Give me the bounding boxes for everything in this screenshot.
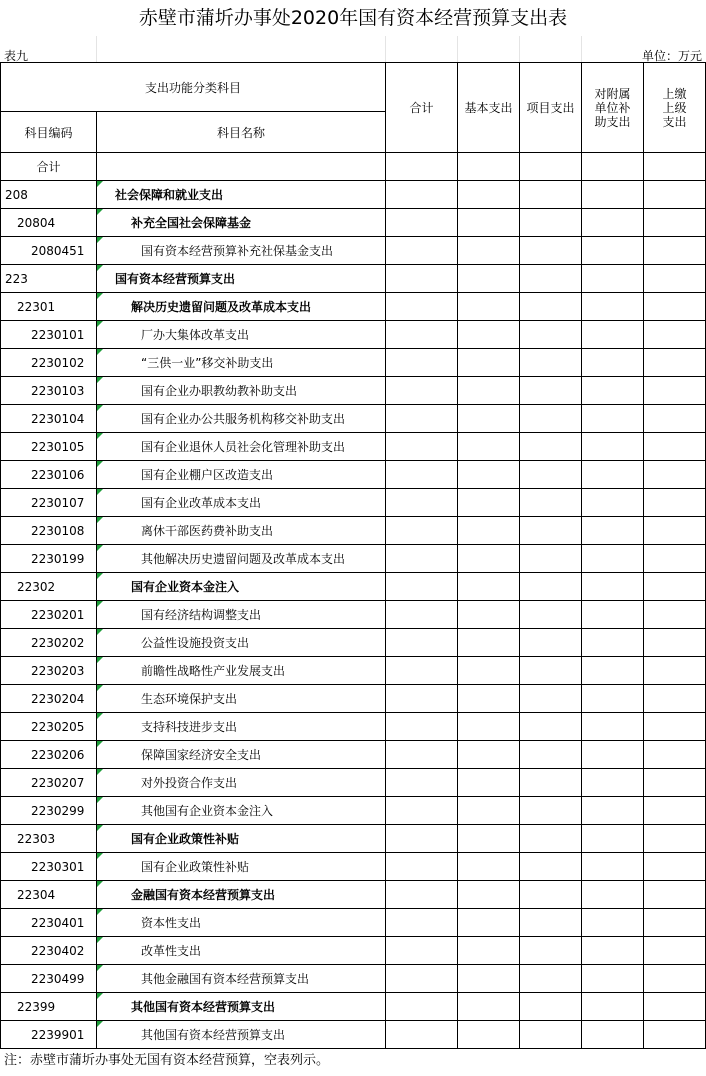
empty-cell <box>386 629 458 657</box>
empty-cell <box>582 965 644 993</box>
header-subsidy: 对附属单位补助支出 <box>582 63 644 153</box>
empty-cell <box>520 881 582 909</box>
empty-cell <box>644 377 706 405</box>
footnote: 注：赤壁市蒲圻办事处无国有资本经营预算，空表列示。 <box>4 1053 330 1068</box>
empty-cell <box>458 461 520 489</box>
subject-name: 补充全国社会保障基金 <box>97 209 386 237</box>
subject-code: 22301 <box>1 293 97 321</box>
table-row <box>1 853 706 881</box>
empty-cell <box>458 293 520 321</box>
table-row <box>1 461 706 489</box>
empty-cell <box>386 881 458 909</box>
table-row <box>1 265 706 293</box>
subject-code: 2230207 <box>1 769 97 797</box>
empty-cell <box>520 573 582 601</box>
empty-cell <box>644 601 706 629</box>
empty-cell <box>520 545 582 573</box>
empty-cell <box>644 853 706 881</box>
empty-cell <box>386 937 458 965</box>
subject-name: 厂办大集体改革支出 <box>97 321 386 349</box>
table-row <box>1 909 706 937</box>
empty-cell <box>644 153 706 181</box>
empty-cell <box>386 433 458 461</box>
empty-cell <box>582 629 644 657</box>
empty-cell <box>644 293 706 321</box>
empty-cell <box>644 573 706 601</box>
empty-cell <box>386 349 458 377</box>
empty-cell <box>520 237 582 265</box>
empty-cell <box>582 433 644 461</box>
header-code: 科目编码 <box>1 112 97 153</box>
empty-cell <box>582 909 644 937</box>
empty-cell <box>582 713 644 741</box>
subject-name: 国有企业退休人员社会化管理补助支出 <box>97 433 386 461</box>
empty-cell <box>386 517 458 545</box>
table-row <box>1 769 706 797</box>
subject-code: 2230203 <box>1 657 97 685</box>
empty-cell <box>458 769 520 797</box>
subject-code: 2230201 <box>1 601 97 629</box>
empty-cell <box>386 377 458 405</box>
empty-cell <box>386 825 458 853</box>
subject-name: 对外投资合作支出 <box>97 769 386 797</box>
empty-cell <box>582 881 644 909</box>
empty-cell <box>458 321 520 349</box>
empty-cell <box>644 237 706 265</box>
subject-name: “三供一业”移交补助支出 <box>97 349 386 377</box>
subject-code: 2239901 <box>1 1021 97 1049</box>
empty-cell <box>458 405 520 433</box>
empty-cell <box>644 517 706 545</box>
table-row <box>1 993 706 1021</box>
empty-cell <box>644 265 706 293</box>
empty-cell <box>644 181 706 209</box>
empty-cell <box>458 153 520 181</box>
table-row <box>1 657 706 685</box>
gridline <box>96 36 97 62</box>
subject-code: 2230401 <box>1 909 97 937</box>
subject-code: 2080451 <box>1 237 97 265</box>
subject-name: 改革性支出 <box>97 937 386 965</box>
empty-cell <box>582 1021 644 1049</box>
empty-cell <box>520 461 582 489</box>
empty-cell <box>458 349 520 377</box>
empty-cell <box>458 545 520 573</box>
gridline <box>581 36 582 62</box>
empty-cell <box>582 489 644 517</box>
empty-cell <box>520 685 582 713</box>
empty-cell <box>520 909 582 937</box>
empty-cell <box>386 1021 458 1049</box>
empty-cell <box>582 517 644 545</box>
empty-cell <box>458 909 520 937</box>
empty-cell <box>520 349 582 377</box>
header-category: 支出功能分类科目 <box>1 63 386 112</box>
empty-cell <box>386 993 458 1021</box>
empty-cell <box>520 993 582 1021</box>
empty-cell <box>520 181 582 209</box>
subject-name: 保障国家经济安全支出 <box>97 741 386 769</box>
empty-cell <box>458 629 520 657</box>
empty-cell <box>644 349 706 377</box>
subject-code: 208 <box>1 181 97 209</box>
table-row <box>1 629 706 657</box>
empty-cell <box>458 881 520 909</box>
empty-cell <box>582 825 644 853</box>
empty-cell <box>458 377 520 405</box>
empty-cell <box>386 265 458 293</box>
gridline <box>385 36 386 62</box>
empty-cell <box>644 321 706 349</box>
empty-cell <box>644 741 706 769</box>
empty-cell <box>582 797 644 825</box>
empty-cell <box>520 965 582 993</box>
empty-cell <box>520 153 582 181</box>
subject-code: 2230204 <box>1 685 97 713</box>
table-row <box>1 433 706 461</box>
table-row <box>1 209 706 237</box>
subject-name: 支持科技进步支出 <box>97 713 386 741</box>
subject-name: 其他解决历史遗留问题及改革成本支出 <box>97 545 386 573</box>
empty-cell <box>458 825 520 853</box>
subject-name: 国有企业改革成本支出 <box>97 489 386 517</box>
table-row <box>1 1021 706 1049</box>
table-number: 表九 <box>4 49 29 63</box>
subject-code: 22303 <box>1 825 97 853</box>
subject-name: 离休干部医药费补助支出 <box>97 517 386 545</box>
empty-cell <box>520 489 582 517</box>
empty-cell <box>386 321 458 349</box>
empty-cell <box>582 349 644 377</box>
empty-cell <box>458 713 520 741</box>
subject-code: 22399 <box>1 993 97 1021</box>
empty-cell <box>520 601 582 629</box>
table-row <box>1 573 706 601</box>
subject-code: 2230402 <box>1 937 97 965</box>
table-row <box>1 517 706 545</box>
subject-code: 223 <box>1 265 97 293</box>
empty-cell <box>458 181 520 209</box>
subject-name: 社会保障和就业支出 <box>97 181 386 209</box>
empty-cell <box>520 321 582 349</box>
empty-cell <box>644 685 706 713</box>
table-row <box>1 685 706 713</box>
empty-cell <box>644 461 706 489</box>
empty-cell <box>644 657 706 685</box>
empty-cell <box>520 769 582 797</box>
subject-code: 2230104 <box>1 405 97 433</box>
subject-name: 国有经济结构调整支出 <box>97 601 386 629</box>
empty-cell <box>386 405 458 433</box>
empty-cell <box>582 321 644 349</box>
empty-cell <box>582 657 644 685</box>
empty-cell <box>458 797 520 825</box>
table-row <box>1 965 706 993</box>
subject-code: 2230102 <box>1 349 97 377</box>
subject-name: 国有企业资本金注入 <box>97 573 386 601</box>
empty-cell <box>458 853 520 881</box>
gridline <box>457 36 458 62</box>
empty-cell <box>582 209 644 237</box>
page-title: 赤壁市蒲圻办事处2020年国有资本经营预算支出表 <box>138 7 568 29</box>
subject-name: 公益性设施投资支出 <box>97 629 386 657</box>
empty-cell <box>582 293 644 321</box>
empty-cell <box>582 685 644 713</box>
empty-cell <box>644 629 706 657</box>
subject-name: 前瞻性战略性产业发展支出 <box>97 657 386 685</box>
subject-code: 20804 <box>1 209 97 237</box>
empty-cell <box>458 237 520 265</box>
empty-cell <box>582 853 644 881</box>
table-row <box>1 545 706 573</box>
empty-cell <box>386 685 458 713</box>
empty-cell <box>386 769 458 797</box>
empty-cell <box>644 713 706 741</box>
empty-cell <box>644 433 706 461</box>
table-row <box>1 741 706 769</box>
subject-name: 其他国有企业资本金注入 <box>97 797 386 825</box>
table-row <box>1 405 706 433</box>
empty-cell <box>386 713 458 741</box>
empty-cell <box>458 573 520 601</box>
subject-name: 国有资本经营预算支出 <box>97 265 386 293</box>
subject-code: 2230299 <box>1 797 97 825</box>
total-row-label: 合计 <box>1 153 97 181</box>
empty-cell <box>458 965 520 993</box>
empty-cell <box>520 741 582 769</box>
header-project: 项目支出 <box>520 63 582 153</box>
empty-cell <box>520 629 582 657</box>
empty-cell <box>458 209 520 237</box>
empty-cell <box>582 601 644 629</box>
empty-cell <box>520 377 582 405</box>
subject-code: 2230205 <box>1 713 97 741</box>
empty-cell <box>386 965 458 993</box>
empty-cell <box>458 601 520 629</box>
table-row <box>1 181 706 209</box>
table-row <box>1 293 706 321</box>
header-name: 科目名称 <box>97 112 386 153</box>
empty-cell <box>644 545 706 573</box>
subject-name: 国有企业政策性补贴 <box>97 825 386 853</box>
subject-code: 2230106 <box>1 461 97 489</box>
subject-name: 国有企业政策性补贴 <box>97 853 386 881</box>
empty-cell <box>520 853 582 881</box>
empty-cell <box>520 209 582 237</box>
empty-cell <box>644 937 706 965</box>
empty-cell <box>644 797 706 825</box>
table-row <box>1 377 706 405</box>
subject-code: 2230107 <box>1 489 97 517</box>
empty-cell <box>644 909 706 937</box>
empty-cell <box>520 825 582 853</box>
subject-code: 22302 <box>1 573 97 601</box>
empty-cell <box>386 153 458 181</box>
empty-cell <box>458 993 520 1021</box>
empty-cell <box>582 769 644 797</box>
empty-cell <box>386 657 458 685</box>
table-row <box>1 797 706 825</box>
empty-cell <box>520 797 582 825</box>
empty-cell <box>644 965 706 993</box>
empty-cell <box>644 1021 706 1049</box>
empty-cell <box>520 713 582 741</box>
subject-code: 2230108 <box>1 517 97 545</box>
empty-cell <box>582 937 644 965</box>
empty-cell <box>386 181 458 209</box>
empty-cell <box>582 265 644 293</box>
table-row <box>1 601 706 629</box>
empty-cell <box>520 433 582 461</box>
empty-cell <box>644 769 706 797</box>
subject-code: 2230103 <box>1 377 97 405</box>
empty-cell <box>458 433 520 461</box>
unit-label: 单位：万元 <box>641 49 702 63</box>
empty-cell <box>520 293 582 321</box>
table-row <box>1 825 706 853</box>
empty-cell <box>386 545 458 573</box>
expenditure-table <box>0 62 706 1049</box>
subject-name: 其他金融国有资本经营预算支出 <box>97 965 386 993</box>
empty-cell <box>386 461 458 489</box>
empty-cell <box>458 265 520 293</box>
empty-cell <box>520 657 582 685</box>
gridline <box>519 36 520 62</box>
subject-name: 国有企业棚户区改造支出 <box>97 461 386 489</box>
subject-name: 解决历史遗留问题及改革成本支出 <box>97 293 386 321</box>
header-total: 合计 <box>386 63 458 153</box>
subject-name: 生态环境保护支出 <box>97 685 386 713</box>
empty-cell <box>386 741 458 769</box>
subject-code: 2230301 <box>1 853 97 881</box>
subject-name: 国有资本经营预算补充社保基金支出 <box>97 237 386 265</box>
empty-cell <box>582 377 644 405</box>
empty-cell <box>386 853 458 881</box>
empty-cell <box>582 741 644 769</box>
empty-cell <box>520 1021 582 1049</box>
table-row <box>1 713 706 741</box>
empty-cell <box>520 265 582 293</box>
empty-cell <box>386 209 458 237</box>
empty-cell <box>644 993 706 1021</box>
empty-cell <box>582 545 644 573</box>
table-row <box>1 937 706 965</box>
empty-cell <box>582 181 644 209</box>
empty-cell <box>582 993 644 1021</box>
empty-cell <box>386 237 458 265</box>
table-row <box>1 489 706 517</box>
empty-cell <box>582 237 644 265</box>
empty-cell <box>458 1021 520 1049</box>
subject-code: 2230499 <box>1 965 97 993</box>
empty-cell <box>644 405 706 433</box>
subject-code: 22304 <box>1 881 97 909</box>
empty-cell <box>386 573 458 601</box>
subject-code: 2230206 <box>1 741 97 769</box>
empty-cell <box>520 405 582 433</box>
empty-cell <box>582 573 644 601</box>
empty-cell <box>458 517 520 545</box>
table-row <box>1 349 706 377</box>
subject-code: 2230199 <box>1 545 97 573</box>
empty-cell <box>520 937 582 965</box>
subject-name: 金融国有资本经营预算支出 <box>97 881 386 909</box>
table-row <box>1 881 706 909</box>
table-row <box>1 321 706 349</box>
empty-cell <box>386 601 458 629</box>
empty-cell <box>582 461 644 489</box>
empty-cell <box>97 153 386 181</box>
empty-cell <box>644 881 706 909</box>
empty-cell <box>386 909 458 937</box>
subject-code: 2230101 <box>1 321 97 349</box>
header-basic: 基本支出 <box>458 63 520 153</box>
empty-cell <box>644 209 706 237</box>
subject-name: 其他国有资本经营预算支出 <box>97 1021 386 1049</box>
empty-cell <box>386 797 458 825</box>
empty-cell <box>386 293 458 321</box>
empty-cell <box>458 657 520 685</box>
subject-name: 国有企业办公共服务机构移交补助支出 <box>97 405 386 433</box>
empty-cell <box>582 153 644 181</box>
subject-code: 2230105 <box>1 433 97 461</box>
empty-cell <box>458 685 520 713</box>
empty-cell <box>458 741 520 769</box>
empty-cell <box>386 489 458 517</box>
header-upper: 上缴上级支出 <box>644 63 706 153</box>
subject-name: 资本性支出 <box>97 909 386 937</box>
subject-code: 2230202 <box>1 629 97 657</box>
empty-cell <box>520 517 582 545</box>
empty-cell <box>644 825 706 853</box>
table-row <box>1 237 706 265</box>
empty-cell <box>458 489 520 517</box>
empty-cell <box>458 937 520 965</box>
subject-name: 国有企业办职教幼教补助支出 <box>97 377 386 405</box>
empty-cell <box>582 405 644 433</box>
empty-cell <box>644 489 706 517</box>
subject-name: 其他国有资本经营预算支出 <box>97 993 386 1021</box>
